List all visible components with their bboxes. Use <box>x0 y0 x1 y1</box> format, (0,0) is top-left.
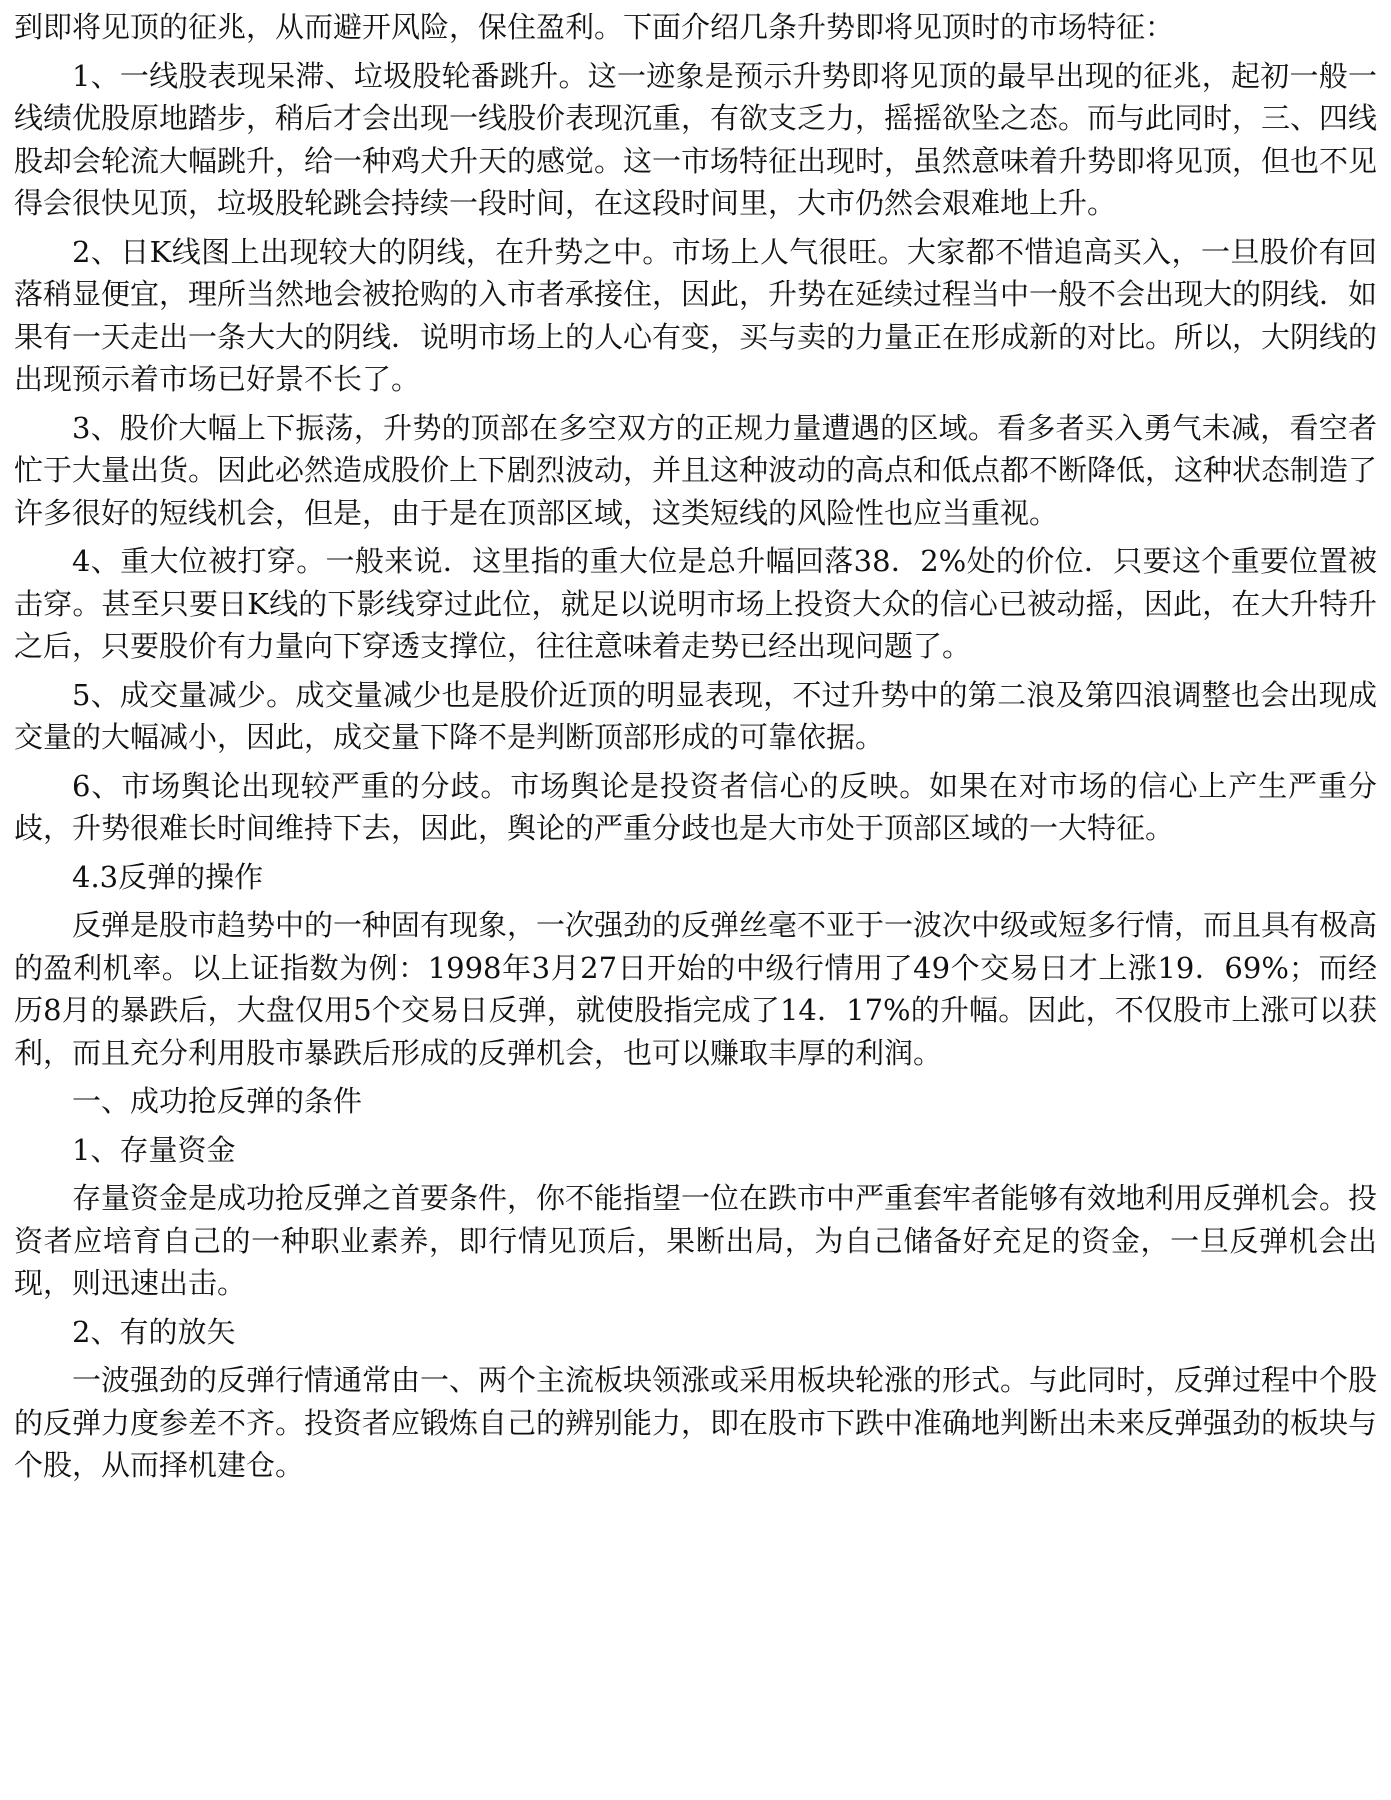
paragraph-feature-6: 6、市场舆论出现较严重的分歧。市场舆论是投资者信心的反映。如果在对市场的信心上产生严重分歧，升势很难长时间维持下去，因此，舆论的严重分歧也是大市处于顶部区域的一大特征。 <box>14 768 1377 845</box>
paragraph-feature-3: 3、股价大幅上下振荡，升势的顶部在多空双方的正规力量遭遇的区域。看多者买入勇气未减，看空者忙于大量出货。因此必然造成股价上下剧烈波动，并且这种波动的高点和低点都不断降低，这种状态制造了许多很好的短线机会，但是，由于是在顶部区域，这类短线的风险性也应当重视。 <box>14 410 1378 530</box>
subheading-capital: 1、存量资金 <box>72 1132 236 1167</box>
paragraph-feature-2: 2、日K线图上出现较大的阴线，在升势之中。市场上人气很旺。大家都不惜追高买入，一旦股价有回落稍显便宜，理所当然地会被抢购的入市者承接住，因此，升势在延续过程当中一般不会出现大的阴线．如果有一天走出一条大大的阴线．说明市场上的人心有变，买与卖的力量正在形成新的对比。所以，大阴线的出现预示着市场已好景不长了。 <box>14 234 1378 396</box>
subheading-targeted: 2、有的放矢 <box>72 1314 236 1349</box>
paragraph-feature-4: 4、重大位被打穿。一般来说．这里指的重大位是总升幅回落38．2%处的价位．只要这个重要位置被击穿。甚至只要日K线的下影线穿过此位，就足以说明市场上投资大众的信心已被动摇，因此，在大升特升之后，只要股价有力量向下穿透支撑位，往往意味着走势已经出现问题了。 <box>14 544 1377 663</box>
section-heading-rebound: 4.3反弹的操作 <box>72 859 264 894</box>
subheading-conditions: 一、成功抢反弹的条件 <box>72 1084 363 1118</box>
paragraph-capital: 存量资金是成功抢反弹之首要条件，你不能指望一位在跌市中严重套牢者能够有效地利用反弹机会。投资者应培育自己的一种职业素养，即行情见顶后，果断出局，为自己储备好充足的资金，一旦反弹机会出现，则迅速出击。 <box>14 1181 1378 1300</box>
document-page <box>14 6 1377 1487</box>
paragraph-feature-1: 1、一线股表现呆滞、垃圾股轮番跳升。这一迹象是预示升势即将见顶的最早出现的征兆，起初一般一线绩优股原地踏步，稍后才会出现一线股价表现沉重，有欲支乏力，摇摇欲坠之态。而与此同时，三、四线股却会轮流大幅跳升，给一种鸡犬升天的感觉。这一市场特征出现时，虽然意味着升势即将见顶，但也不见得会很快见顶，垃圾股轮跳会持续一段时间，在这段时间里，大市仍然会艰难地上升。 <box>14 58 1378 220</box>
paragraph-feature-5: 5、成交量减少。成交量减少也是股价近顶的明显表现，不过升势中的第二浪及第四浪调整也会出现成交量的大幅减小，因此，成交量下降不是判断顶部形成的可靠依据。 <box>14 677 1377 754</box>
paragraph-intro: 到即将见顶的征兆，从而避开风险，保住盈利。下面介绍几条升势即将见顶时的市场特征： <box>14 10 1175 44</box>
paragraph-targeted: 一波强劲的反弹行情通常由一、两个主流板块领涨或采用板块轮涨的形式。与此同时，反弹过程中个股的反弹力度参差不齐。投资者应锻炼自己的辨别能力，即在股市下跌中准确地判断出未来反弹强劲的板块与个股，从而择机建仓。 <box>14 1363 1378 1482</box>
paragraph-rebound-intro: 反弹是股市趋势中的一种固有现象，一次强劲的反弹丝毫不亚于一波次中级或短多行情，而且具有极高的盈利机率。以上证指数为例：1998年3月27日开始的中级行情用了49个交易日才上涨19．69%；而经历8月的暴跌后，大盘仅用5个交易日反弹，就使股指完成了14．17%的升幅。因此，不仅股市上涨可以获利，而且充分利用股市暴跌后形成的反弹机会，也可以赚取丰厚的利润。 <box>14 908 1378 1070</box>
